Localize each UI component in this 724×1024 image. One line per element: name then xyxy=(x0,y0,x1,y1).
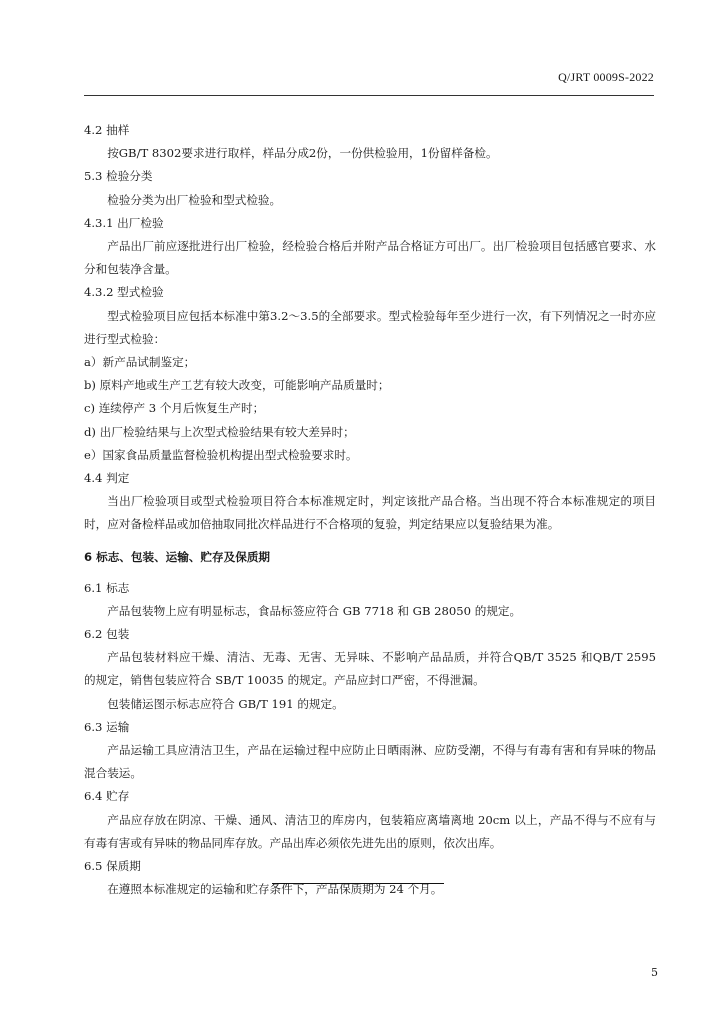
list-item-c: c) 连续停产 3 个月后恢复生产时； xyxy=(84,401,265,416)
paragraph-marking: 产品包装物上应有明显标志，食品标签应符合 GB 7718 和 GB 28050 的规定。 xyxy=(107,603,522,618)
heading-4-4: 4.4 判定 xyxy=(84,471,130,486)
end-rule xyxy=(272,883,444,884)
paragraph-shelf-life: 在遵照本标准规定的运输和贮存条件下，产品保质期为 24 个月。 xyxy=(107,882,443,897)
page-number: 5 xyxy=(651,966,658,979)
standard-code: Q/JRT 0009S-2022 xyxy=(558,70,654,84)
heading-6-1: 6.1 标志 xyxy=(84,580,130,595)
paragraph-storage: 产品应存放在阴凉、干燥、通风、清洁卫的库房内，包装箱应离墙离地 20cm 以上，产品不得与不应有与有毒有害或有异味的物品同库存放。产品出库必须依先进先出的原则，依次出库。 xyxy=(84,812,656,850)
section-title-6: 6 标志、包装、运输、贮存及保质期 xyxy=(84,549,271,564)
paragraph-judgment: 当出厂检验项目或型式检验项目符合本标准规定时，判定该批产品合格。当出现不符合本标准规定的项目时，应对备检样品或加倍抽取同批次样品进行不合格项的复验，判定结果应以复验结果为准。 xyxy=(84,494,656,532)
heading-4-3-1: 4.3.1 出厂检验 xyxy=(84,215,164,230)
list-item-a: a）新产品试制鉴定； xyxy=(84,355,196,370)
header-rule xyxy=(84,95,654,96)
heading-6-4: 6.4 贮存 xyxy=(84,789,130,804)
list-item-d: d) 出厂检验结果与上次型式检验结果有较大差异时； xyxy=(84,424,355,439)
paragraph-sampling: 按GB/T 8302要求进行取样，样品分成2份，一份供检验用，1份留样备检。 xyxy=(107,146,498,161)
document-body xyxy=(84,119,656,902)
paragraph-transport: 产品运输工具应清洁卫生，产品在运输过程中应防止日晒雨淋、应防受潮，不得与有毒有害和有异味的物品混合装运。 xyxy=(84,743,656,781)
heading-6-3: 6.3 运输 xyxy=(84,719,130,734)
list-item-e: e）国家食品质量监督检验机构提出型式检验要求时。 xyxy=(84,447,358,462)
heading-5-3: 5.3 检验分类 xyxy=(84,169,153,184)
paragraph-packaging-symbols: 包装储运图示标志应符合 GB/T 191 的规定。 xyxy=(107,696,344,711)
heading-6-2: 6.2 包装 xyxy=(84,627,130,642)
paragraph-inspection-classification: 检验分类为出厂检验和型式检验。 xyxy=(107,192,282,207)
heading-6-5: 6.5 保质期 xyxy=(84,859,141,874)
paragraph-factory-inspection: 产品出厂前应逐批进行出厂检验，经检验合格后并附产品合格证方可出厂。出厂检验项目包括感官要求、水分和包装净含量。 xyxy=(84,239,656,277)
paragraph-packaging: 产品包装材料应干燥、清洁、无毒、无害、无异味、不影响产品品质，并符合QB/T 3525 和QB/T 2595 的规定，销售包装应符合 SB/T 10035 的规定。产品应封口严密，不得泄漏。 xyxy=(84,650,656,688)
heading-4-2: 4.2 抽样 xyxy=(84,123,130,137)
list-item-b: b) 原料产地或生产工艺有较大改变，可能影响产品质量时； xyxy=(84,378,390,393)
paragraph-type-inspection: 型式检验项目应包括本标准中第3.2～3.5的全部要求。型式检验每年至少进行一次，有下列情况之一时亦应进行型式检验： xyxy=(84,308,656,346)
heading-4-3-2: 4.3.2 型式检验 xyxy=(84,285,164,300)
